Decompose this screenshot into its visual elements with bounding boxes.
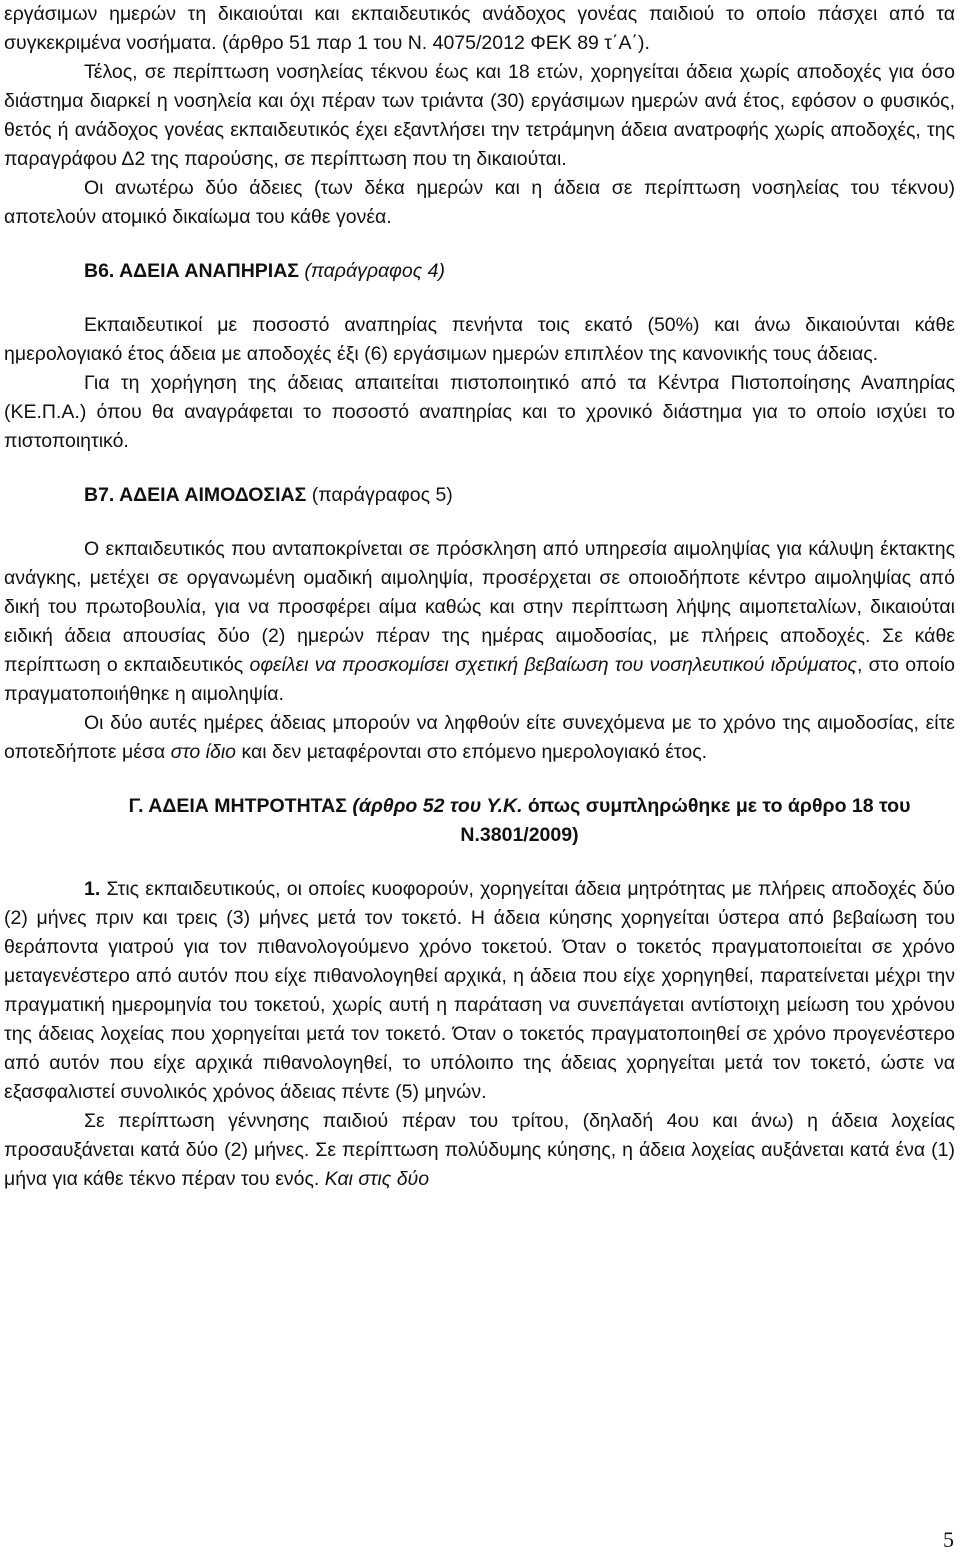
paragraph-disability-2: Για τη χορήγηση της άδειας απαιτείται πιστοποιητικό από τα Κέντρα Πιστοποίησης Αναπηρίας (ΚΕ.Π.Α.) όπου θα αναγράφεται το ποσοστό αναπηρίας και το χρονικό διάστημα για το οποίο ισχύει το πιστοποιητικό. xyxy=(4,372,955,452)
section-code: Β7. xyxy=(84,484,115,506)
text-run-italic: οφείλει να προσκομίσει σχετική βεβαίωση του νοσηλευτικού ιδρύματος xyxy=(249,654,857,676)
paragraph-number: 1. xyxy=(84,878,101,900)
paragraph-blood-donation-2 xyxy=(4,709,955,767)
paragraph-disability-1: Εκπαιδευτικοί με ποσοστό αναπηρίας πενήντα τοις εκατό (50%) και άνω δικαιούνται κάθε ημερολογιακό έτος άδεια με αποδοχές έξι (6) εργάσιμων ημερών επιπλέον της κανονικής τους άδειας. xyxy=(4,314,955,365)
section-heading-g xyxy=(84,792,955,850)
paragraph-maternity-1 xyxy=(4,875,955,1107)
text-run: και δεν μεταφέρονται στο επόμενο ημερολογιακό έτος. xyxy=(236,741,708,763)
section-title: ΑΔΕΙΑ ΑΝΑΠΗΡΙΑΣ xyxy=(119,260,299,282)
text-run: Σε περίπτωση γέννησης παιδιού πέραν του τρίτου, (δηλαδή 4ου και άνω) η άδεια λοχείας προσαυξάνεται κατά δύο (2) μήνες. Σε περίπτωση πολύδυμης κύησης, η άδεια λοχείας αυξάνεται κατά ένα (1) μήνα για κάθε τέκνο πέραν του ενός. xyxy=(4,1110,955,1190)
paragraph-hospitalization: Τέλος, σε περίπτωση νοσηλείας τέκνου έως και 18 ετών, χορηγείται άδεια χωρίς αποδοχές για όσο διάστημα διαρκεί η νοσηλεία και όχι πέραν των τριάντα (30) εργάσιμων ημερών ανά έτος, εφόσον ο φυσικός, θετός ή ανάδοχος γονέας εκπαιδευτικός έχει εξαντλήσει την τετράμηνη άδεια ανατροφής χωρίς αποδοχές, της παραγράφου Δ2 της παρούσης, σε περίπτωση που τη δικαιούται. xyxy=(4,61,955,170)
paragraph-maternity-2 xyxy=(4,1107,955,1194)
section-heading-b6 xyxy=(4,257,955,286)
section-heading-b7 xyxy=(4,481,955,510)
document-body xyxy=(4,0,955,1194)
paragraph-individual-right: Οι ανωτέρω δύο άδειες (των δέκα ημερών και η άδεια σε περίπτωση νοσηλείας του τέκνου) αποτελούν ατομικό δικαίωμα του κάθε γονέα. xyxy=(4,177,955,228)
text-run: Ο εκπαιδευτικός που ανταποκρίνεται σε πρόσκληση από υπηρεσία αιμοληψίας για κάλυψη έκτακτης ανάγκης, μετέχει σε οργανωμένη ομαδική αιμοληψία, προσέρχεται σε οποιοδήποτε κέντρο αιμοληψίας από δική του πρωτοβουλία, για να προσφέρει αίμα καθώς και στην περίπτωση λήψης αιμοπεταλίων, δικαιούται ειδική άδεια απουσίας δύο (2) ημερών πέραν της ημέρας αιμοδοσίας, με πλήρεις αποδοχές. Σε κάθε περίπτωση ο εκπαιδευτικός xyxy=(4,538,955,676)
page-number: 5 xyxy=(943,1527,954,1552)
section-code: Β6. xyxy=(84,260,115,282)
section-title: Γ. ΑΔΕΙΑ ΜΗΤΡΟΤΗΤΑΣ xyxy=(128,795,347,817)
text-run: Οι δύο αυτές ημέρες άδειας μπορούν να ληφθούν είτε συνεχόμενα με το χρόνο της αιμοδοσίας, είτε οποτεδήποτε μέσα xyxy=(4,712,955,763)
text-run: , στο οποίο πραγματοποιήθηκε η αιμοληψία. xyxy=(4,654,955,705)
paragraph-blood-donation-1 xyxy=(4,535,955,709)
text-run-italic: στο ίδιο xyxy=(170,741,237,763)
section-reference: (παράγραφος 5) xyxy=(311,484,453,506)
text-run: Στις εκπαιδευτικούς, οι οποίες κυοφορούν, χορηγείται άδεια μητρότητας με πλήρεις αποδοχές δύο (2) μήνες πριν και τρεις (3) μήνες μετά τον τοκετό. Η άδεια κύησης χορηγείται ύστερα από βεβαίωση του θεράποντα γιατρού για τον πιθανολογούμενο χρόνο τοκετού. Όταν ο τοκετός πραγματοποιείται σε χρόνο μεταγενέστερο από αυτόν που είχε πιθανολογηθεί αρχικά, η άδεια που είχε χορηγηθεί, παρατείνεται μέχρι την πραγματική ημερομηνία του τοκετού, χωρίς αυτή η παράταση να συνεπάγεται αντίστοιχη μείωση του χρόνου της άδειας λοχείας που χορηγείται μετά τον τοκετό. Όταν ο τοκετός πραγματοποιηθεί σε χρόνο προγενέστερο από αυτόν που είχε αρχικά πιθανολογηθεί, το υπόλοιπο της άδειας χορηγείται μετά τον τοκετό, ώστε να εξασφαλιστεί συνολικός χρόνος άδειας πέντε (5) μηνών. xyxy=(4,878,955,1103)
section-title: ΑΔΕΙΑ ΑΙΜΟΔΟΣΙΑΣ xyxy=(119,484,307,506)
section-reference: (παράγραφος 4) xyxy=(304,260,445,282)
section-reference-italic: (άρθρο 52 του Υ.Κ. xyxy=(352,795,523,817)
paragraph-continued: εργάσιμων ημερών τη δικαιούται και εκπαιδευτικός ανάδοχος γονέας παιδιού το οποίο πάσχει από τα συγκεκριμένα νοσήματα. (άρθρο 51 παρ 1 του Ν. 4075/2012 ΦΕΚ 89 τ΄Α΄). xyxy=(4,3,955,54)
text-run-italic: Και στις δύο xyxy=(324,1168,430,1190)
section-reference: όπως συμπληρώθηκε με το άρθρο 18 του Ν.3801/2009) xyxy=(460,795,911,846)
